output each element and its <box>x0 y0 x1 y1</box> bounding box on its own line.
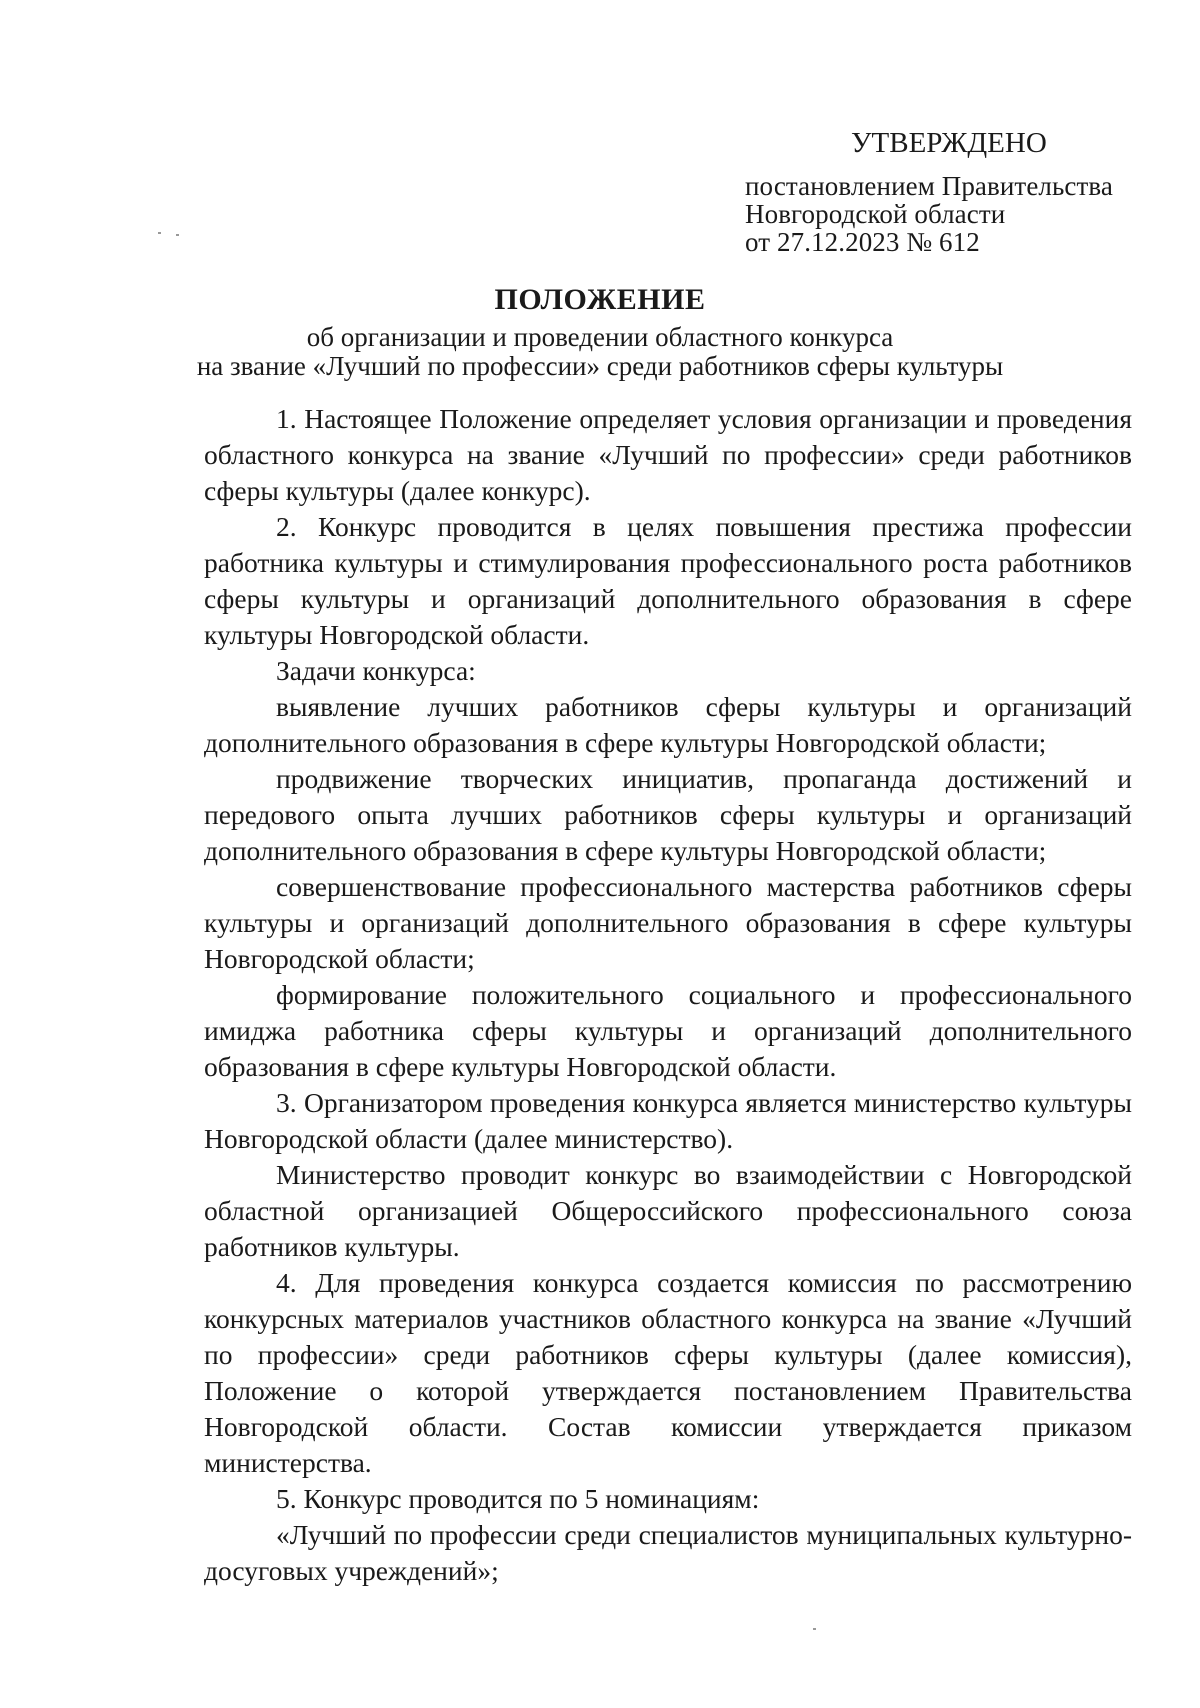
paragraph-task-1: выявление лучших работников сферы культуры и организаций дополнительного образования в сфере культуры Новгородской области; <box>204 691 1132 758</box>
document-title: ПОЛОЖЕНИЕ <box>494 283 706 316</box>
paragraph-3: 3. Организатором проведения конкурса является министерство культуры Новгородской области (далее министерство). <box>204 1087 1132 1154</box>
approval-heading: УТВЕРЖДЕНО <box>851 127 1047 159</box>
document-title-block <box>0 0 1200 381</box>
approval-line-1: постановлением Правительства <box>745 171 1113 201</box>
paragraph-tasks-heading: Задачи конкурса: <box>276 655 476 686</box>
paragraph-1: 1. Настоящее Положение определяет условия организации и проведения областного конкурса на звание «Лучший по профессии» среди работников сферы культуры (далее конкурс). <box>204 403 1132 506</box>
document-body <box>204 401 1132 1589</box>
paragraph-3-continued: Министерство проводит конкурс во взаимодействии с Новгородской областной организацией Общероссийского профессионального союза работников культуры. <box>204 1159 1132 1262</box>
paragraph-task-4: формирование положительного социального и профессионального имиджа работника сферы культуры и организаций дополнительного образования в сфере культуры Новгородской области. <box>204 979 1132 1082</box>
scan-speck <box>158 232 161 234</box>
paragraph-5: 5. Конкурс проводится по 5 номинациям: <box>276 1483 760 1514</box>
document-subtitle-line-1: об организации и проведении областного конкурса <box>306 322 894 352</box>
approval-line-2: Новгородской области <box>745 199 1006 229</box>
paragraph-4: 4. Для проведения конкурса создается комиссия по рассмотрению конкурсных материалов участников областного конкурса на звание «Лучший по профессии» среди работников сферы культуры (далее комиссия), Положение о которой утверждается постановлением Правительства Новгородской области. Состав комиссии утверждается приказом министерства. <box>204 1267 1132 1478</box>
scan-speck <box>813 1628 816 1630</box>
paragraph-nomination-1: «Лучший по профессии среди специалистов муниципальных культурно-досуговых учреждений»; <box>204 1519 1132 1586</box>
paragraph-2: 2. Конкурс проводится в целях повышения престижа профессии работника культуры и стимулирования профессионального роста работников сферы культуры и организаций дополнительного образования в сфере культуры Новгородской области. <box>204 511 1132 650</box>
document-subtitle-line-2: на звание «Лучший по профессии» среди работников сферы культуры <box>196 351 1004 381</box>
scan-speck <box>176 234 179 236</box>
paragraph-task-2: продвижение творческих инициатив, пропаганда достижений и передового опыта лучших работников сферы культуры и организаций дополнительного образования в сфере культуры Новгородской области; <box>204 763 1132 866</box>
paragraph-task-3: совершенствование профессионального мастерства работников сферы культуры и организаций дополнительного образования в сфере культуры Новгородской области; <box>204 871 1132 974</box>
approval-line-3: от 27.12.2023 № 612 <box>745 227 980 257</box>
